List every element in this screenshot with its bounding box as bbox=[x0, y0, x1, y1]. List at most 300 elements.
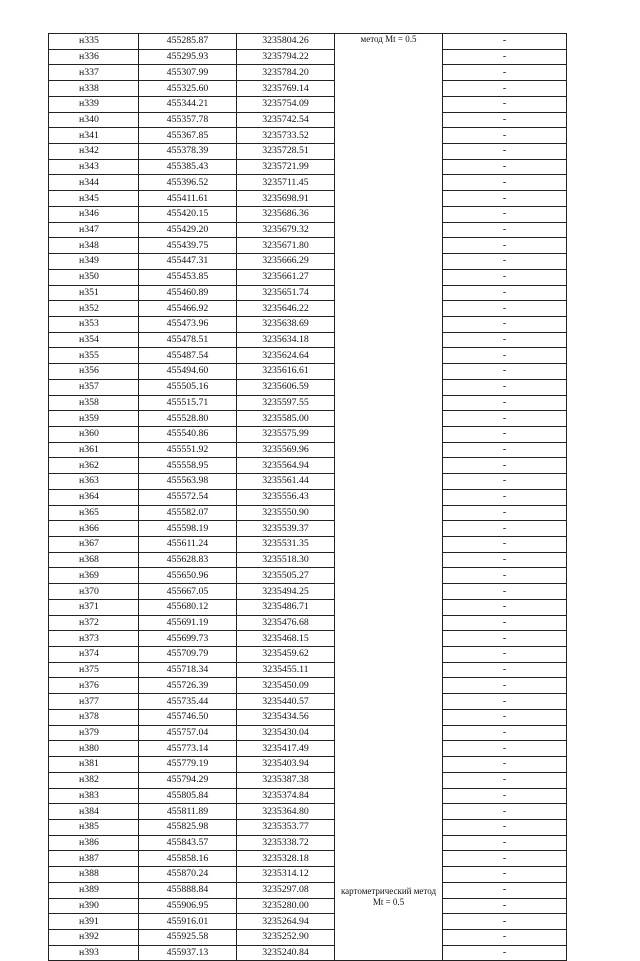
y-coordinate-cell: 3235646.22 bbox=[237, 301, 335, 317]
x-coordinate-cell: 455779.19 bbox=[139, 757, 237, 773]
point-id-cell: н349 bbox=[49, 254, 139, 270]
table-row bbox=[49, 112, 567, 128]
description-cell: - bbox=[443, 222, 567, 238]
point-id-cell: н339 bbox=[49, 96, 139, 112]
x-coordinate-cell: 455718.34 bbox=[139, 662, 237, 678]
y-coordinate-cell: 3235417.49 bbox=[237, 741, 335, 757]
point-id-cell: н376 bbox=[49, 678, 139, 694]
point-id-cell: н372 bbox=[49, 615, 139, 631]
table-row bbox=[49, 175, 567, 191]
x-coordinate-cell: 455385.43 bbox=[139, 159, 237, 175]
description-cell: - bbox=[443, 647, 567, 663]
y-coordinate-cell: 3235698.91 bbox=[237, 191, 335, 207]
y-coordinate-cell: 3235264.94 bbox=[237, 914, 335, 930]
description-cell: - bbox=[443, 332, 567, 348]
y-coordinate-cell: 3235585.00 bbox=[237, 411, 335, 427]
x-coordinate-cell: 455870.24 bbox=[139, 867, 237, 883]
point-id-cell: н344 bbox=[49, 175, 139, 191]
x-coordinate-cell: 455699.73 bbox=[139, 631, 237, 647]
x-coordinate-cell: 455937.13 bbox=[139, 945, 237, 961]
y-coordinate-cell: 3235606.59 bbox=[237, 379, 335, 395]
point-id-cell: н379 bbox=[49, 725, 139, 741]
description-cell: - bbox=[443, 34, 567, 50]
method-label: метод Mt = 0.5 bbox=[360, 34, 417, 44]
description-cell: - bbox=[443, 316, 567, 332]
x-coordinate-cell: 455439.75 bbox=[139, 238, 237, 254]
description-cell: - bbox=[443, 49, 567, 65]
point-id-cell: н392 bbox=[49, 929, 139, 945]
table-row bbox=[49, 411, 567, 427]
point-id-cell: н355 bbox=[49, 348, 139, 364]
y-coordinate-cell: 3235505.27 bbox=[237, 568, 335, 584]
x-coordinate-cell: 455357.78 bbox=[139, 112, 237, 128]
x-coordinate-cell: 455794.29 bbox=[139, 772, 237, 788]
description-cell: - bbox=[443, 442, 567, 458]
point-id-cell: н380 bbox=[49, 741, 139, 757]
description-cell: - bbox=[443, 552, 567, 568]
description-cell: - bbox=[443, 851, 567, 867]
x-coordinate-cell: 455473.96 bbox=[139, 316, 237, 332]
description-cell: - bbox=[443, 411, 567, 427]
y-coordinate-cell: 3235387.38 bbox=[237, 772, 335, 788]
y-coordinate-cell: 3235624.64 bbox=[237, 348, 335, 364]
point-id-cell: н360 bbox=[49, 426, 139, 442]
table-row bbox=[49, 426, 567, 442]
table-row bbox=[49, 65, 567, 81]
point-id-cell: н375 bbox=[49, 662, 139, 678]
table-row bbox=[49, 285, 567, 301]
x-coordinate-cell: 455667.05 bbox=[139, 584, 237, 600]
table-row bbox=[49, 694, 567, 710]
point-id-cell: н365 bbox=[49, 505, 139, 521]
table-row bbox=[49, 757, 567, 773]
y-coordinate-cell: 3235556.43 bbox=[237, 489, 335, 505]
table-row bbox=[49, 128, 567, 144]
description-cell: - bbox=[443, 206, 567, 222]
point-id-cell: н336 bbox=[49, 49, 139, 65]
point-id-cell: н378 bbox=[49, 709, 139, 725]
y-coordinate-cell: 3235455.11 bbox=[237, 662, 335, 678]
y-coordinate-cell: 3235494.25 bbox=[237, 584, 335, 600]
x-coordinate-cell: 455540.86 bbox=[139, 426, 237, 442]
x-coordinate-cell: 455453.85 bbox=[139, 269, 237, 285]
table-row bbox=[49, 599, 567, 615]
x-coordinate-cell: 455680.12 bbox=[139, 599, 237, 615]
description-cell: - bbox=[443, 741, 567, 757]
y-coordinate-cell: 3235430.04 bbox=[237, 725, 335, 741]
x-coordinate-cell: 455825.98 bbox=[139, 819, 237, 835]
point-id-cell: н351 bbox=[49, 285, 139, 301]
x-coordinate-cell: 455757.04 bbox=[139, 725, 237, 741]
y-coordinate-cell: 3235769.14 bbox=[237, 81, 335, 97]
table-row bbox=[49, 301, 567, 317]
x-coordinate-cell: 455906.95 bbox=[139, 898, 237, 914]
point-id-cell: н377 bbox=[49, 694, 139, 710]
description-cell: - bbox=[443, 788, 567, 804]
y-coordinate-cell: 3235468.15 bbox=[237, 631, 335, 647]
table-row bbox=[49, 316, 567, 332]
coordinates-table-page bbox=[48, 33, 566, 959]
point-id-cell: н384 bbox=[49, 804, 139, 820]
description-cell: - bbox=[443, 269, 567, 285]
table-row bbox=[49, 552, 567, 568]
coordinates-table bbox=[48, 33, 567, 961]
table-row bbox=[49, 364, 567, 380]
point-id-cell: н388 bbox=[49, 867, 139, 883]
point-id-cell: н368 bbox=[49, 552, 139, 568]
description-cell: - bbox=[443, 458, 567, 474]
description-cell: - bbox=[443, 191, 567, 207]
description-cell: - bbox=[443, 615, 567, 631]
table-row bbox=[49, 835, 567, 851]
y-coordinate-cell: 3235742.54 bbox=[237, 112, 335, 128]
y-coordinate-cell: 3235561.44 bbox=[237, 474, 335, 490]
y-coordinate-cell: 3235733.52 bbox=[237, 128, 335, 144]
table-row bbox=[49, 474, 567, 490]
point-id-cell: н370 bbox=[49, 584, 139, 600]
table-row bbox=[49, 395, 567, 411]
point-id-cell: н346 bbox=[49, 206, 139, 222]
y-coordinate-cell: 3235804.26 bbox=[237, 34, 335, 50]
point-id-cell: н357 bbox=[49, 379, 139, 395]
table-row bbox=[49, 537, 567, 553]
x-coordinate-cell: 455650.96 bbox=[139, 568, 237, 584]
y-coordinate-cell: 3235728.51 bbox=[237, 144, 335, 160]
x-coordinate-cell: 455325.60 bbox=[139, 81, 237, 97]
x-coordinate-cell: 455582.07 bbox=[139, 505, 237, 521]
point-id-cell: н373 bbox=[49, 631, 139, 647]
point-id-cell: н391 bbox=[49, 914, 139, 930]
table-row bbox=[49, 379, 567, 395]
x-coordinate-cell: 455843.57 bbox=[139, 835, 237, 851]
y-coordinate-cell: 3235314.12 bbox=[237, 867, 335, 883]
y-coordinate-cell: 3235671.80 bbox=[237, 238, 335, 254]
point-id-cell: н356 bbox=[49, 364, 139, 380]
y-coordinate-cell: 3235328.18 bbox=[237, 851, 335, 867]
x-coordinate-cell: 455295.93 bbox=[139, 49, 237, 65]
table-row bbox=[49, 81, 567, 97]
x-coordinate-cell: 455460.89 bbox=[139, 285, 237, 301]
x-coordinate-cell: 455447.31 bbox=[139, 254, 237, 270]
table-row bbox=[49, 584, 567, 600]
table-row bbox=[49, 96, 567, 112]
point-id-cell: н386 bbox=[49, 835, 139, 851]
x-coordinate-cell: 455378.39 bbox=[139, 144, 237, 160]
point-id-cell: н341 bbox=[49, 128, 139, 144]
y-coordinate-cell: 3235374.84 bbox=[237, 788, 335, 804]
x-coordinate-cell: 455558.95 bbox=[139, 458, 237, 474]
y-coordinate-cell: 3235539.37 bbox=[237, 521, 335, 537]
y-coordinate-cell: 3235353.77 bbox=[237, 819, 335, 835]
x-coordinate-cell: 455691.19 bbox=[139, 615, 237, 631]
description-cell: - bbox=[443, 238, 567, 254]
point-id-cell: н381 bbox=[49, 757, 139, 773]
description-cell: - bbox=[443, 631, 567, 647]
description-cell: - bbox=[443, 867, 567, 883]
table-row bbox=[49, 206, 567, 222]
point-id-cell: н358 bbox=[49, 395, 139, 411]
point-id-cell: н352 bbox=[49, 301, 139, 317]
x-coordinate-cell: 455487.54 bbox=[139, 348, 237, 364]
description-cell: - bbox=[443, 175, 567, 191]
y-coordinate-cell: 3235403.94 bbox=[237, 757, 335, 773]
point-id-cell: н367 bbox=[49, 537, 139, 553]
table-row bbox=[49, 144, 567, 160]
point-id-cell: н337 bbox=[49, 65, 139, 81]
x-coordinate-cell: 455307.99 bbox=[139, 65, 237, 81]
table-row bbox=[49, 191, 567, 207]
table-row bbox=[49, 332, 567, 348]
description-cell: - bbox=[443, 599, 567, 615]
y-coordinate-cell: 3235564.94 bbox=[237, 458, 335, 474]
description-cell: - bbox=[443, 285, 567, 301]
table-row bbox=[49, 788, 567, 804]
description-cell: - bbox=[443, 694, 567, 710]
table-row bbox=[49, 222, 567, 238]
point-id-cell: н374 bbox=[49, 647, 139, 663]
x-coordinate-cell: 455572.54 bbox=[139, 489, 237, 505]
table-row bbox=[49, 458, 567, 474]
description-cell: - bbox=[443, 568, 567, 584]
description-cell: - bbox=[443, 159, 567, 175]
table-row bbox=[49, 238, 567, 254]
description-cell: - bbox=[443, 725, 567, 741]
table-row bbox=[49, 662, 567, 678]
y-coordinate-cell: 3235575.99 bbox=[237, 426, 335, 442]
description-cell: - bbox=[443, 254, 567, 270]
method-cell bbox=[335, 34, 443, 883]
point-id-cell: н390 bbox=[49, 898, 139, 914]
point-id-cell: н361 bbox=[49, 442, 139, 458]
x-coordinate-cell: 455367.85 bbox=[139, 128, 237, 144]
y-coordinate-cell: 3235364.80 bbox=[237, 804, 335, 820]
table-row bbox=[49, 741, 567, 757]
y-coordinate-cell: 3235651.74 bbox=[237, 285, 335, 301]
y-coordinate-cell: 3235297.08 bbox=[237, 882, 335, 898]
table-row bbox=[49, 945, 567, 961]
point-id-cell: н366 bbox=[49, 521, 139, 537]
description-cell: - bbox=[443, 804, 567, 820]
description-cell: - bbox=[443, 489, 567, 505]
description-cell: - bbox=[443, 819, 567, 835]
description-cell: - bbox=[443, 364, 567, 380]
description-cell: - bbox=[443, 945, 567, 961]
table-row bbox=[49, 772, 567, 788]
x-coordinate-cell: 455420.15 bbox=[139, 206, 237, 222]
point-id-cell: н359 bbox=[49, 411, 139, 427]
x-coordinate-cell: 455396.52 bbox=[139, 175, 237, 191]
y-coordinate-cell: 3235476.68 bbox=[237, 615, 335, 631]
point-id-cell: н385 bbox=[49, 819, 139, 835]
table-row bbox=[49, 867, 567, 883]
x-coordinate-cell: 455505.16 bbox=[139, 379, 237, 395]
point-id-cell: н343 bbox=[49, 159, 139, 175]
x-coordinate-cell: 455344.21 bbox=[139, 96, 237, 112]
x-coordinate-cell: 455735.44 bbox=[139, 694, 237, 710]
x-coordinate-cell: 455563.98 bbox=[139, 474, 237, 490]
x-coordinate-cell: 455285.87 bbox=[139, 34, 237, 50]
x-coordinate-cell: 455628.83 bbox=[139, 552, 237, 568]
description-cell: - bbox=[443, 914, 567, 930]
description-cell: - bbox=[443, 395, 567, 411]
table-row bbox=[49, 49, 567, 65]
y-coordinate-cell: 3235459.62 bbox=[237, 647, 335, 663]
table-row bbox=[49, 882, 567, 898]
y-coordinate-cell: 3235784.20 bbox=[237, 65, 335, 81]
table-row bbox=[49, 269, 567, 285]
description-cell: - bbox=[443, 65, 567, 81]
method-cell-cartometric bbox=[335, 882, 443, 961]
y-coordinate-cell: 3235634.18 bbox=[237, 332, 335, 348]
description-cell: - bbox=[443, 301, 567, 317]
y-coordinate-cell: 3235450.09 bbox=[237, 678, 335, 694]
table-body bbox=[49, 34, 567, 961]
x-coordinate-cell: 455411.61 bbox=[139, 191, 237, 207]
table-row bbox=[49, 505, 567, 521]
description-cell: - bbox=[443, 537, 567, 553]
description-cell: - bbox=[443, 128, 567, 144]
point-id-cell: н371 bbox=[49, 599, 139, 615]
y-coordinate-cell: 3235531.35 bbox=[237, 537, 335, 553]
x-coordinate-cell: 455811.89 bbox=[139, 804, 237, 820]
x-coordinate-cell: 455726.39 bbox=[139, 678, 237, 694]
point-id-cell: н363 bbox=[49, 474, 139, 490]
point-id-cell: н364 bbox=[49, 489, 139, 505]
point-id-cell: н393 bbox=[49, 945, 139, 961]
point-id-cell: н353 bbox=[49, 316, 139, 332]
point-id-cell: н335 bbox=[49, 34, 139, 50]
point-id-cell: н382 bbox=[49, 772, 139, 788]
y-coordinate-cell: 3235616.61 bbox=[237, 364, 335, 380]
y-coordinate-cell: 3235280.00 bbox=[237, 898, 335, 914]
y-coordinate-cell: 3235550.90 bbox=[237, 505, 335, 521]
x-coordinate-cell: 455494.60 bbox=[139, 364, 237, 380]
method-label-cartometric: картометрический метод Mt = 0.5 bbox=[340, 886, 437, 908]
x-coordinate-cell: 455429.20 bbox=[139, 222, 237, 238]
table-row bbox=[49, 442, 567, 458]
y-coordinate-cell: 3235240.84 bbox=[237, 945, 335, 961]
point-id-cell: н345 bbox=[49, 191, 139, 207]
x-coordinate-cell: 455888.84 bbox=[139, 882, 237, 898]
x-coordinate-cell: 455773.14 bbox=[139, 741, 237, 757]
x-coordinate-cell: 455528.80 bbox=[139, 411, 237, 427]
description-cell: - bbox=[443, 521, 567, 537]
table-row bbox=[49, 521, 567, 537]
description-cell: - bbox=[443, 81, 567, 97]
table-row bbox=[49, 914, 567, 930]
y-coordinate-cell: 3235711.45 bbox=[237, 175, 335, 191]
description-cell: - bbox=[443, 474, 567, 490]
table-row bbox=[49, 615, 567, 631]
table-row bbox=[49, 804, 567, 820]
point-id-cell: н362 bbox=[49, 458, 139, 474]
description-cell: - bbox=[443, 772, 567, 788]
description-cell: - bbox=[443, 678, 567, 694]
x-coordinate-cell: 455805.84 bbox=[139, 788, 237, 804]
description-cell: - bbox=[443, 929, 567, 945]
x-coordinate-cell: 455478.51 bbox=[139, 332, 237, 348]
x-coordinate-cell: 455925.58 bbox=[139, 929, 237, 945]
x-coordinate-cell: 455916.01 bbox=[139, 914, 237, 930]
y-coordinate-cell: 3235597.55 bbox=[237, 395, 335, 411]
table-row bbox=[49, 489, 567, 505]
x-coordinate-cell: 455611.24 bbox=[139, 537, 237, 553]
table-row bbox=[49, 631, 567, 647]
description-cell: - bbox=[443, 882, 567, 898]
table-row bbox=[49, 254, 567, 270]
y-coordinate-cell: 3235486.71 bbox=[237, 599, 335, 615]
description-cell: - bbox=[443, 379, 567, 395]
x-coordinate-cell: 455551.92 bbox=[139, 442, 237, 458]
description-cell: - bbox=[443, 505, 567, 521]
point-id-cell: н354 bbox=[49, 332, 139, 348]
y-coordinate-cell: 3235754.09 bbox=[237, 96, 335, 112]
y-coordinate-cell: 3235638.69 bbox=[237, 316, 335, 332]
description-cell: - bbox=[443, 757, 567, 773]
point-id-cell: н347 bbox=[49, 222, 139, 238]
x-coordinate-cell: 455746.50 bbox=[139, 709, 237, 725]
table-row bbox=[49, 348, 567, 364]
description-cell: - bbox=[443, 709, 567, 725]
y-coordinate-cell: 3235252.90 bbox=[237, 929, 335, 945]
table-row bbox=[49, 34, 567, 50]
y-coordinate-cell: 3235434.56 bbox=[237, 709, 335, 725]
point-id-cell: н369 bbox=[49, 568, 139, 584]
y-coordinate-cell: 3235721.99 bbox=[237, 159, 335, 175]
y-coordinate-cell: 3235686.36 bbox=[237, 206, 335, 222]
point-id-cell: н350 bbox=[49, 269, 139, 285]
y-coordinate-cell: 3235518.30 bbox=[237, 552, 335, 568]
point-id-cell: н387 bbox=[49, 851, 139, 867]
table-row bbox=[49, 647, 567, 663]
description-cell: - bbox=[443, 662, 567, 678]
y-coordinate-cell: 3235679.32 bbox=[237, 222, 335, 238]
y-coordinate-cell: 3235794.22 bbox=[237, 49, 335, 65]
x-coordinate-cell: 455858.16 bbox=[139, 851, 237, 867]
y-coordinate-cell: 3235440.57 bbox=[237, 694, 335, 710]
description-cell: - bbox=[443, 96, 567, 112]
table-row bbox=[49, 898, 567, 914]
description-cell: - bbox=[443, 112, 567, 128]
x-coordinate-cell: 455515.71 bbox=[139, 395, 237, 411]
table-row bbox=[49, 725, 567, 741]
description-cell: - bbox=[443, 144, 567, 160]
x-coordinate-cell: 455466.92 bbox=[139, 301, 237, 317]
table-row bbox=[49, 929, 567, 945]
table-row bbox=[49, 819, 567, 835]
table-row bbox=[49, 709, 567, 725]
description-cell: - bbox=[443, 835, 567, 851]
point-id-cell: н340 bbox=[49, 112, 139, 128]
table-row bbox=[49, 159, 567, 175]
point-id-cell: н348 bbox=[49, 238, 139, 254]
y-coordinate-cell: 3235338.72 bbox=[237, 835, 335, 851]
description-cell: - bbox=[443, 426, 567, 442]
table-row bbox=[49, 851, 567, 867]
point-id-cell: н338 bbox=[49, 81, 139, 97]
point-id-cell: н389 bbox=[49, 882, 139, 898]
point-id-cell: н342 bbox=[49, 144, 139, 160]
y-coordinate-cell: 3235661.27 bbox=[237, 269, 335, 285]
description-cell: - bbox=[443, 898, 567, 914]
description-cell: - bbox=[443, 584, 567, 600]
description-cell: - bbox=[443, 348, 567, 364]
y-coordinate-cell: 3235666.29 bbox=[237, 254, 335, 270]
y-coordinate-cell: 3235569.96 bbox=[237, 442, 335, 458]
x-coordinate-cell: 455709.79 bbox=[139, 647, 237, 663]
point-id-cell: н383 bbox=[49, 788, 139, 804]
table-row bbox=[49, 678, 567, 694]
